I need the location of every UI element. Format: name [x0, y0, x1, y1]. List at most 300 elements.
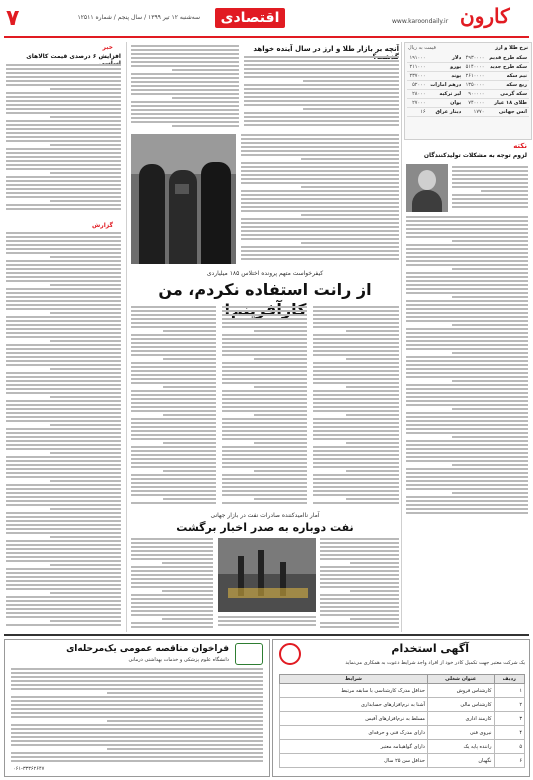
- text-line: [222, 374, 307, 376]
- text-line: [222, 366, 307, 368]
- text-line: [313, 398, 399, 400]
- text-line: [218, 616, 316, 618]
- text-line: [313, 418, 399, 420]
- text-line: [244, 92, 399, 94]
- text-line: [406, 312, 528, 314]
- text-line: [406, 340, 528, 342]
- text-line: [6, 520, 121, 522]
- market-row-value: ۲۶۱۰۰۰۰: [463, 72, 486, 81]
- text-line: [6, 504, 121, 506]
- text-line: [241, 218, 399, 220]
- text-line: [406, 420, 528, 422]
- text-line: [222, 310, 307, 312]
- text-line: [313, 458, 399, 460]
- text-line: [131, 346, 216, 348]
- text-line: [222, 438, 307, 440]
- text-line: [301, 158, 399, 160]
- text-line: [222, 418, 307, 420]
- text-line: [222, 426, 307, 428]
- text-line: [50, 172, 121, 174]
- text-line: [406, 392, 528, 394]
- text-line: [131, 410, 216, 412]
- text-line: [406, 488, 528, 490]
- text-line: [222, 314, 307, 316]
- text-line: [131, 614, 213, 616]
- market-row-label: لیر ترکیه: [428, 90, 464, 99]
- employment-table-cell: دارای مدرک فنی و حرفه‌ای: [280, 726, 428, 740]
- text-line: [313, 402, 399, 404]
- text-line: [6, 124, 121, 126]
- text-line: [313, 346, 399, 348]
- text-line: [131, 338, 216, 340]
- text-line: [244, 120, 399, 122]
- tender-subtitle: دانشگاه علوم پزشکی و خدمات بهداشتی درمانی: [128, 657, 229, 663]
- market-row: [407, 90, 529, 99]
- text-line: [50, 396, 121, 398]
- text-line: [244, 84, 399, 86]
- text-line: [320, 598, 399, 600]
- text-line: [6, 180, 121, 182]
- text-line: [131, 598, 213, 600]
- text-line: [222, 354, 307, 356]
- text-line: [6, 540, 121, 542]
- text-line: [254, 498, 307, 500]
- text-line: [163, 414, 216, 416]
- text-line: [222, 490, 307, 492]
- text-line: [6, 548, 121, 550]
- text-line: [6, 404, 121, 406]
- text-line: [11, 672, 263, 674]
- employment-table-row: [280, 754, 525, 768]
- text-line: [50, 620, 121, 622]
- text-line: [131, 89, 239, 91]
- text-line: [6, 388, 121, 390]
- text-line: [50, 144, 121, 146]
- text-line: [6, 572, 121, 574]
- text-line: [6, 344, 121, 346]
- text-line: [406, 224, 528, 226]
- text-line: [313, 338, 399, 340]
- text-line: [346, 442, 399, 444]
- text-line: [222, 422, 307, 424]
- text-line: [6, 580, 121, 582]
- text-line: [6, 568, 121, 570]
- text-line: [350, 590, 399, 592]
- text-line: [406, 276, 528, 278]
- text-line: [406, 280, 528, 282]
- text-line: [6, 496, 121, 498]
- text-line: [6, 512, 121, 514]
- text-line: [313, 462, 399, 464]
- text-line: [406, 372, 528, 374]
- employment-intro: یک شرکت معتبر جهت تکمیل کادر خود از افراد واجد شرایط دعوت به همکاری می‌نماید: [345, 660, 525, 666]
- text-line: [131, 113, 239, 115]
- market-row-value: ۷۴۰۰۰۰: [463, 99, 486, 108]
- text-line: [301, 242, 399, 244]
- employment-table-cell: نیروی فنی: [427, 726, 494, 740]
- market-heading: نرخ طلا و ارز: [495, 45, 528, 51]
- text-line: [50, 256, 121, 258]
- text-line: [131, 566, 213, 568]
- text-line: [222, 486, 307, 488]
- text-line: [131, 318, 216, 320]
- text-line: [172, 97, 239, 99]
- text-line: [406, 232, 528, 234]
- section-title: اقتصادی: [215, 8, 285, 28]
- text-line: [301, 186, 399, 188]
- text-line: [346, 470, 399, 472]
- text-line: [6, 460, 121, 462]
- text-line: [6, 244, 121, 246]
- text-line: [406, 300, 528, 302]
- text-line: [131, 314, 216, 316]
- text-line: [244, 112, 399, 114]
- text-line: [406, 504, 528, 506]
- text-line: [313, 354, 399, 356]
- logo: کارون: [460, 4, 510, 28]
- market-row: [407, 54, 529, 63]
- text-line: [320, 570, 399, 572]
- text-line: [131, 586, 213, 588]
- text-line: [313, 366, 399, 368]
- market-row-value: ۲۸۰۰۰: [407, 90, 428, 99]
- text-line: [11, 668, 263, 670]
- market-row-value: ۱۷۷۰: [463, 108, 486, 117]
- text-line: [313, 394, 399, 396]
- site-url: www.karoondaily.ir: [392, 18, 449, 25]
- text-line: [222, 478, 307, 480]
- text-line: [254, 358, 307, 360]
- text-line: [241, 146, 399, 148]
- text-line: [218, 624, 316, 626]
- employment-table-cell: ۳: [494, 712, 525, 726]
- text-line: [313, 450, 399, 452]
- text-line: [350, 562, 399, 564]
- text-line: [131, 53, 239, 55]
- market-row-value: ۱۶: [407, 108, 428, 117]
- text-line: [131, 494, 216, 496]
- text-line: [107, 748, 263, 750]
- text-line: [406, 228, 528, 230]
- text-line: [6, 360, 121, 362]
- market-row-label: سکه طرح قدیم: [486, 54, 529, 63]
- text-line: [222, 502, 307, 504]
- text-line: [6, 472, 121, 474]
- text-line: [313, 362, 399, 364]
- text-line: [346, 358, 399, 360]
- text-line: [162, 590, 213, 592]
- text-line: [222, 322, 307, 324]
- text-line: [313, 370, 399, 372]
- market-row-value: ۲۱۱۰۰۰: [407, 63, 428, 72]
- text-line: [320, 582, 399, 584]
- main-photo: [131, 134, 236, 264]
- text-line: [6, 336, 121, 338]
- top-story-body-2: [131, 45, 239, 129]
- text-line: [131, 426, 216, 428]
- text-line: [6, 428, 121, 430]
- col-rule-right: [401, 42, 402, 632]
- text-line: [6, 240, 121, 242]
- text-line: [320, 558, 399, 560]
- text-line: [131, 478, 216, 480]
- market-row-label: سکه گرمی: [486, 90, 529, 99]
- text-line: [6, 300, 121, 302]
- text-line: [406, 456, 528, 458]
- text-line: [406, 480, 528, 482]
- text-line: [131, 438, 216, 440]
- text-line: [6, 276, 121, 278]
- text-line: [131, 554, 213, 556]
- market-row-label: دینار عراق: [428, 108, 464, 117]
- text-line: [131, 326, 216, 328]
- text-line: [222, 454, 307, 456]
- text-line: [131, 81, 239, 83]
- market-row-label: ربع سکه: [486, 81, 529, 90]
- text-line: [452, 166, 528, 168]
- text-line: [6, 532, 121, 534]
- text-line: [6, 432, 121, 434]
- text-line: [406, 356, 528, 358]
- text-line: [222, 394, 307, 396]
- text-line: [222, 378, 307, 380]
- text-line: [406, 236, 528, 238]
- market-row-value: ۴۹۳۰۰۰۰: [463, 54, 486, 63]
- text-line: [6, 500, 121, 502]
- employment-table-cell: مسلط به نرم‌افزارهای آفیس: [280, 712, 428, 726]
- text-line: [6, 316, 121, 318]
- text-line: [313, 350, 399, 352]
- text-line: [241, 194, 399, 196]
- text-line: [50, 592, 121, 594]
- text-line: [6, 204, 121, 206]
- text-line: [406, 440, 528, 442]
- text-line: [6, 304, 121, 306]
- text-line: [6, 376, 121, 378]
- text-line: [6, 268, 121, 270]
- text-line: [244, 124, 399, 126]
- text-line: [131, 362, 216, 364]
- text-line: [320, 602, 399, 604]
- top-story-body: [244, 56, 399, 128]
- text-line: [406, 264, 528, 266]
- employment-table-cell: کارشناس فروش: [427, 684, 494, 698]
- text-line: [50, 564, 121, 566]
- text-line: [131, 334, 216, 336]
- text-line: [320, 538, 399, 540]
- text-line: [406, 272, 528, 274]
- text-line: [222, 318, 307, 320]
- text-line: [6, 296, 121, 298]
- text-line: [50, 508, 121, 510]
- text-line: [131, 374, 216, 376]
- text-line: [6, 416, 121, 418]
- text-line: [452, 296, 528, 298]
- text-line: [406, 364, 528, 366]
- text-line: [313, 446, 399, 448]
- tender-phone: ۰۶۱-۳۳۳۶۲۶۴۷: [13, 766, 45, 772]
- text-line: [241, 150, 399, 152]
- text-line: [241, 238, 399, 240]
- market-row-label: یوان: [428, 99, 464, 108]
- employment-table: [279, 674, 525, 768]
- market-heading-unit: قیمت به ریال: [408, 45, 436, 51]
- text-line: [131, 366, 216, 368]
- text-line: [452, 206, 528, 208]
- text-line: [406, 400, 528, 402]
- text-line: [406, 248, 528, 250]
- text-line: [6, 272, 121, 274]
- text-line: [452, 186, 528, 188]
- market-box: [404, 42, 532, 140]
- text-line: [131, 434, 216, 436]
- text-line: [313, 374, 399, 376]
- text-line: [131, 454, 216, 456]
- text-line: [406, 460, 528, 462]
- text-line: [254, 414, 307, 416]
- text-line: [131, 101, 239, 103]
- text-line: [346, 386, 399, 388]
- text-line: [406, 496, 528, 498]
- text-line: [241, 190, 399, 192]
- text-line: [313, 318, 399, 320]
- text-line: [406, 260, 528, 262]
- text-line: [6, 236, 121, 238]
- text-line: [6, 140, 121, 142]
- employment-title: آگهی استخدام: [391, 642, 469, 655]
- text-line: [406, 388, 528, 390]
- text-line: [320, 594, 399, 596]
- text-line: [6, 332, 121, 334]
- text-line: [6, 444, 121, 446]
- text-line: [6, 100, 121, 102]
- text-line: [222, 462, 307, 464]
- employment-table-cell: راننده پایه یک: [427, 740, 494, 754]
- text-line: [6, 248, 121, 250]
- text-line: [6, 476, 121, 478]
- text-line: [406, 284, 528, 286]
- text-line: [50, 340, 121, 342]
- text-line: [406, 336, 528, 338]
- text-line: [313, 502, 399, 504]
- second-headline: نفت دوباره به صدر اخبار برگشت: [176, 521, 354, 534]
- text-line: [11, 728, 263, 730]
- text-line: [131, 466, 216, 468]
- text-line: [241, 174, 399, 176]
- employment-table-header: عنوان شغلی: [427, 675, 494, 684]
- text-line: [50, 480, 121, 482]
- text-line: [406, 344, 528, 346]
- text-line: [131, 570, 213, 572]
- text-line: [6, 492, 121, 494]
- text-line: [313, 454, 399, 456]
- text-line: [452, 380, 528, 382]
- text-line: [313, 326, 399, 328]
- text-line: [222, 350, 307, 352]
- text-line: [406, 368, 528, 370]
- employment-table-cell: کارمند اداری: [427, 712, 494, 726]
- text-line: [6, 608, 121, 610]
- text-line: [313, 410, 399, 412]
- tender-title: فراخوان مناقصه عمومی یک‌مرحله‌ای: [66, 644, 229, 654]
- text-line: [6, 576, 121, 578]
- employment-table-cell: حداقل سن ۲۵ سال: [280, 754, 428, 768]
- top-story-title: آنچه بر بازار طلا و ارز در سال آینده خواهد: [253, 45, 399, 53]
- main-kicker: کیفرخواست متهم پرونده اختلاس ۱۸۵ میلیاردی: [206, 270, 324, 277]
- refinery-photo: [218, 538, 316, 612]
- text-line: [222, 446, 307, 448]
- main-story-col-3: [313, 306, 399, 506]
- market-row-value: ۱۳۵۰۰۰۰: [463, 81, 486, 90]
- text-line: [222, 450, 307, 452]
- text-line: [107, 692, 263, 694]
- notes-subheading: لزوم توجه به مشکلات تولیدکنندگان: [423, 152, 527, 159]
- text-line: [11, 732, 263, 734]
- text-line: [131, 422, 216, 424]
- text-line: [222, 346, 307, 348]
- text-line: [50, 452, 121, 454]
- text-line: [241, 230, 399, 232]
- text-line: [406, 448, 528, 450]
- text-line: [131, 502, 216, 504]
- text-line: [11, 752, 263, 754]
- text-line: [452, 324, 528, 326]
- text-line: [222, 430, 307, 432]
- text-line: [313, 482, 399, 484]
- text-line: [131, 446, 216, 448]
- main-photo-side-text: [241, 134, 399, 264]
- text-line: [6, 328, 121, 330]
- text-line: [107, 720, 263, 722]
- text-line: [222, 390, 307, 392]
- left-col-report-heading: گزارش: [91, 222, 113, 229]
- text-line: [131, 322, 216, 324]
- text-line: [6, 264, 121, 266]
- text-line: [244, 88, 399, 90]
- employment-table-cell: ۴: [494, 726, 525, 740]
- text-line: [6, 584, 121, 586]
- text-line: [162, 562, 213, 564]
- text-line: [313, 378, 399, 380]
- employment-table-cell: کارشناس مالی: [427, 698, 494, 712]
- second-story-left: [131, 538, 213, 630]
- tender-ad: [4, 639, 270, 777]
- text-line: [241, 246, 399, 248]
- text-line: [452, 464, 528, 466]
- text-line: [244, 104, 399, 106]
- text-line: [131, 61, 239, 63]
- text-line: [131, 542, 213, 544]
- text-line: [222, 474, 307, 476]
- market-table: [407, 54, 529, 117]
- text-line: [6, 152, 121, 154]
- text-line: [313, 474, 399, 476]
- text-line: [481, 190, 528, 192]
- text-line: [6, 468, 121, 470]
- text-line: [241, 154, 399, 156]
- text-line: [406, 396, 528, 398]
- text-line: [406, 308, 528, 310]
- text-line: [6, 80, 121, 82]
- text-line: [6, 92, 121, 94]
- text-line: [222, 362, 307, 364]
- text-line: [406, 476, 528, 478]
- text-line: [50, 88, 121, 90]
- text-line: [11, 724, 263, 726]
- text-line: [222, 334, 307, 336]
- text-line: [241, 258, 399, 260]
- text-line: [6, 72, 121, 74]
